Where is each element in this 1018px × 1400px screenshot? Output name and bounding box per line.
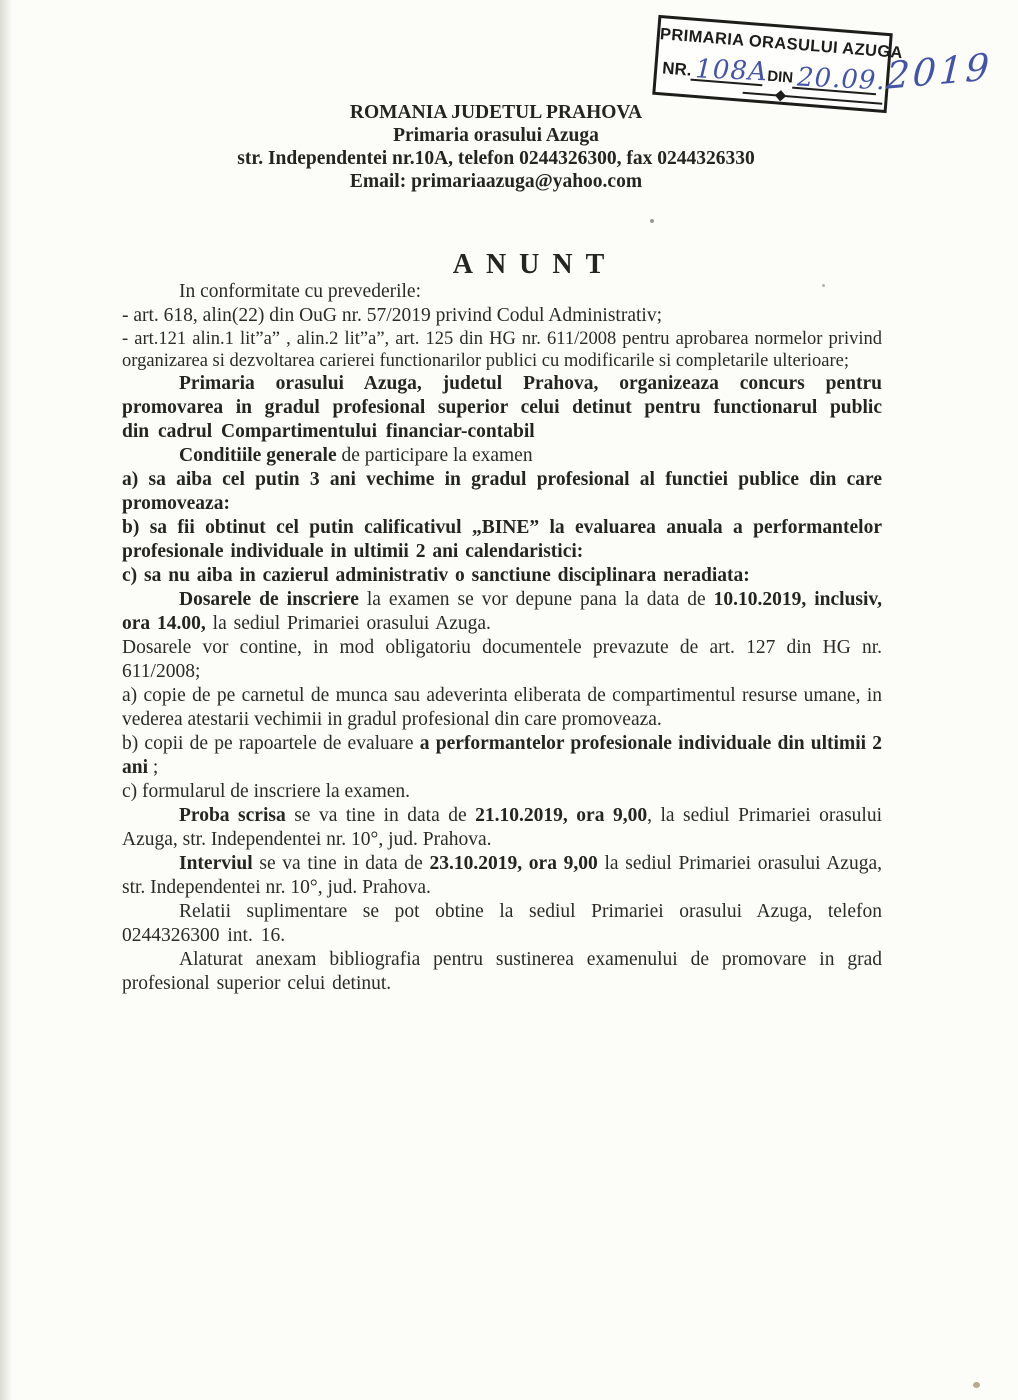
stamp-arrow-diamond bbox=[775, 90, 786, 101]
condition-b: b) sa fii obtinut cel putin calificativul „BINE” la evaluarea anuala a performantelor profesionale individuale in ultimii 2 ani calendaristici: bbox=[122, 517, 882, 562]
stamp-nr-label: NR. bbox=[661, 58, 693, 80]
condition-a: a) sa aiba cel putin 3 ani vechime in gradul profesional al functiei publice din care promoveaza: bbox=[122, 469, 882, 514]
letterhead bbox=[0, 101, 1005, 193]
letterhead-institution: Primaria orasului Azuga bbox=[393, 125, 599, 146]
registration-stamp bbox=[652, 15, 904, 113]
condition-c: c) sa nu aiba in cazierul administrativ o sanctiune disciplinara neradiata: bbox=[122, 565, 750, 586]
written-exam-bold-2: 21.10.2019, ora 9,00 bbox=[475, 805, 648, 826]
legal-basis-item-1: - art. 618, alin(22) din OuG nr. 57/2019 privind Codul Administrativ; bbox=[122, 305, 663, 326]
written-exam-bold-1: Proba scrisa bbox=[179, 805, 286, 826]
stamp-org-name: PRIMARIA ORASULUI AZUGA bbox=[659, 25, 904, 63]
scan-edge-shadow bbox=[0, 0, 12, 1400]
letterhead-email: Email: primariaazuga@yahoo.com bbox=[349, 171, 643, 192]
stamp-din-value-handwritten: 20.09. bbox=[796, 62, 887, 97]
files-item-b-text: b) copii de pe rapoartele de evaluare bbox=[122, 733, 420, 754]
files-deadline-text-1: la examen se vor depune pana la data de bbox=[358, 589, 714, 610]
legal-basis-lead: In conformitate cu prevederile: bbox=[179, 281, 422, 302]
conditions-heading-bold: Conditiile generale bbox=[179, 445, 337, 466]
letterhead-address-phone: str. Independentei nr.10A, telefon 0244326300, fax 0244326330 bbox=[237, 148, 755, 169]
interview-bold-2: 23.10.2019, ora 9,00 bbox=[429, 853, 598, 874]
scan-artifact bbox=[650, 219, 654, 223]
interview-text-2: la sediul Primariei orasului Azuga, str. Independentei nr. 10°, jud. Prahova. bbox=[122, 853, 882, 898]
files-item-b-bold: a performantelor profesionale individuale din ultimii 2 ani bbox=[122, 733, 882, 778]
stamp-year-handwritten: 2019 bbox=[885, 45, 994, 98]
interview-bold-1: Interviul bbox=[179, 853, 253, 874]
files-item-a: a) copie de pe carnetul de munca sau adeverinta eliberata de compartimentul resurse umane, in vederea atestarii vechimii in gradul profesional din care promoveaza. bbox=[122, 685, 882, 730]
scan-artifact bbox=[973, 1382, 980, 1388]
stamp-din-label: DIN bbox=[766, 67, 794, 87]
stamp-nr-value-handwritten: 108A bbox=[695, 54, 769, 88]
legal-basis-item-2: - art.121 alin.1 lit”a” , alin.2 lit”a”, art. 125 din HG nr. 611/2008 pentru aprobarea normelor privind organizarea si dezvoltarea carierei functionarilor publici cu modificarile si completarile ulterioare; bbox=[122, 329, 882, 371]
files-deadline-bold-2: 10.10.2019, inclusiv, ora 14.00, bbox=[122, 589, 882, 634]
written-exam-text-1: se va tine in data de bbox=[285, 805, 476, 826]
files-content-paragraph: Dosarele vor contine, in mod obligatoriu documentele prevazute de art. 127 din HG nr. 611/2008; bbox=[122, 637, 882, 682]
written-exam-paragraph bbox=[122, 804, 882, 852]
letterhead-country-county: ROMANIA JUDETUL PRAHOVA bbox=[349, 102, 643, 123]
additional-info-paragraph: Relatii suplimentare se pot obtine la sediul Primariei orasului Azuga, telefon 0244326300 int. 16. bbox=[122, 901, 882, 946]
written-exam-text-2: , la sediul Primariei orasului Azuga, str. Independentei nr. 10°, jud. Prahova. bbox=[122, 805, 882, 850]
files-item-b-end: ; bbox=[148, 757, 159, 778]
scan-artifact bbox=[822, 284, 825, 287]
application-files-paragraph bbox=[122, 588, 882, 636]
stamp-nr-underline bbox=[691, 51, 769, 88]
document-title: ANUNT bbox=[452, 249, 618, 280]
files-deadline-text-2: la sediul Primariei orasului Azuga. bbox=[205, 613, 491, 634]
document-body bbox=[122, 280, 882, 996]
interview-text-1: se va tine in data de bbox=[252, 853, 430, 874]
files-item-c: c) formularul de inscriere la examen. bbox=[122, 781, 411, 802]
contest-announcement-paragraph: Primaria orasului Azuga, judetul Prahova, organizeaza concurs pentru promovarea in gradul profesional superior celui detinut pentru functionarul public din cadrul Compartimentului financiar-contabil bbox=[122, 373, 882, 442]
stamp-din-underline bbox=[792, 59, 887, 97]
conditions-heading bbox=[122, 444, 882, 468]
interview-paragraph bbox=[122, 852, 882, 900]
conditions-heading-rest: de participare la examen bbox=[336, 445, 533, 466]
annex-note-paragraph: Alaturat anexam bibliografia pentru sustinerea examenului de promovare in grad profesional superior celui detinut. bbox=[122, 949, 882, 994]
files-item-b bbox=[122, 732, 882, 780]
files-deadline-bold-1: Dosarele de inscriere bbox=[179, 589, 359, 610]
